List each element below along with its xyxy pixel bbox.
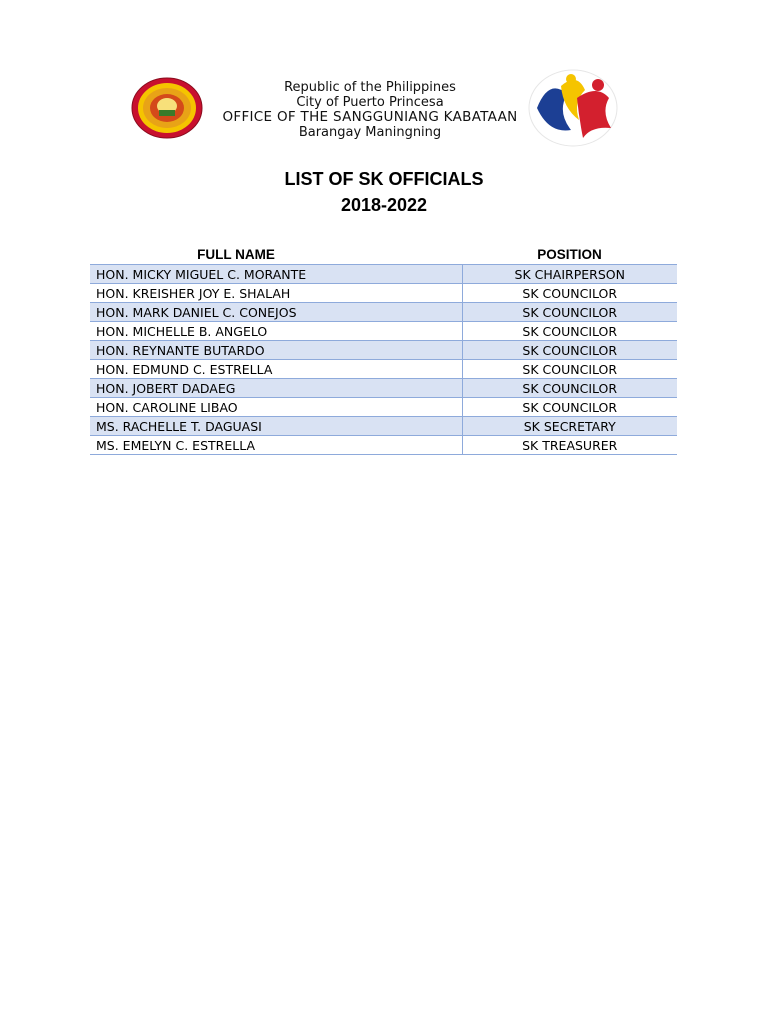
- sk-logo-icon: [527, 68, 619, 148]
- table-row: [90, 436, 677, 455]
- official-name: HON. MICKY MIGUEL C. MORANTE: [90, 265, 462, 284]
- table-row: [90, 303, 677, 322]
- official-position: SK COUNCILOR: [462, 360, 677, 379]
- official-name: HON. KREISHER JOY E. SHALAH: [90, 284, 462, 303]
- officials-table: [90, 244, 677, 455]
- official-position: SK COUNCILOR: [462, 341, 677, 360]
- official-name: HON. MICHELLE B. ANGELO: [90, 322, 462, 341]
- full-name-header: FULL NAME: [90, 244, 462, 265]
- table-row: [90, 265, 677, 284]
- official-position: SK COUNCILOR: [462, 303, 677, 322]
- table-row: [90, 398, 677, 417]
- table-row: [90, 379, 677, 398]
- table-row: [90, 284, 677, 303]
- official-name: HON. EDMUND C. ESTRELLA: [90, 360, 462, 379]
- table-row: [90, 322, 677, 341]
- official-position: SK SECRETARY: [462, 417, 677, 436]
- republic-line: Republic of the Philippines: [284, 80, 456, 95]
- official-position: SK COUNCILOR: [462, 322, 677, 341]
- official-name: MS. EMELYN C. ESTRELLA: [90, 436, 462, 455]
- official-position: SK CHAIRPERSON: [462, 265, 677, 284]
- official-position: SK TREASURER: [462, 436, 677, 455]
- official-name: HON. CAROLINE LIBAO: [90, 398, 462, 417]
- letterhead: [180, 80, 560, 140]
- city-line: City of Puerto Princesa: [296, 95, 444, 110]
- position-header: POSITION: [462, 244, 677, 265]
- document-title: [0, 166, 768, 218]
- table-header-row: [90, 244, 677, 265]
- official-name: HON. REYNANTE BUTARDO: [90, 341, 462, 360]
- table-row: [90, 341, 677, 360]
- table-row: [90, 360, 677, 379]
- official-name: HON. JOBERT DADAEG: [90, 379, 462, 398]
- official-name: MS. RACHELLE T. DAGUASI: [90, 417, 462, 436]
- office-line: OFFICE OF THE SANGGUNIANG KABATAAN: [222, 109, 518, 125]
- term-line: 2018-2022: [340, 195, 428, 215]
- official-position: SK COUNCILOR: [462, 284, 677, 303]
- official-position: SK COUNCILOR: [462, 398, 677, 417]
- official-position: SK COUNCILOR: [462, 379, 677, 398]
- official-name: HON. MARK DANIEL C. CONEJOS: [90, 303, 462, 322]
- barangay-line: Barangay Maningning: [298, 125, 442, 140]
- table-row: [90, 417, 677, 436]
- title-line: LIST OF SK OFFICIALS: [284, 169, 484, 189]
